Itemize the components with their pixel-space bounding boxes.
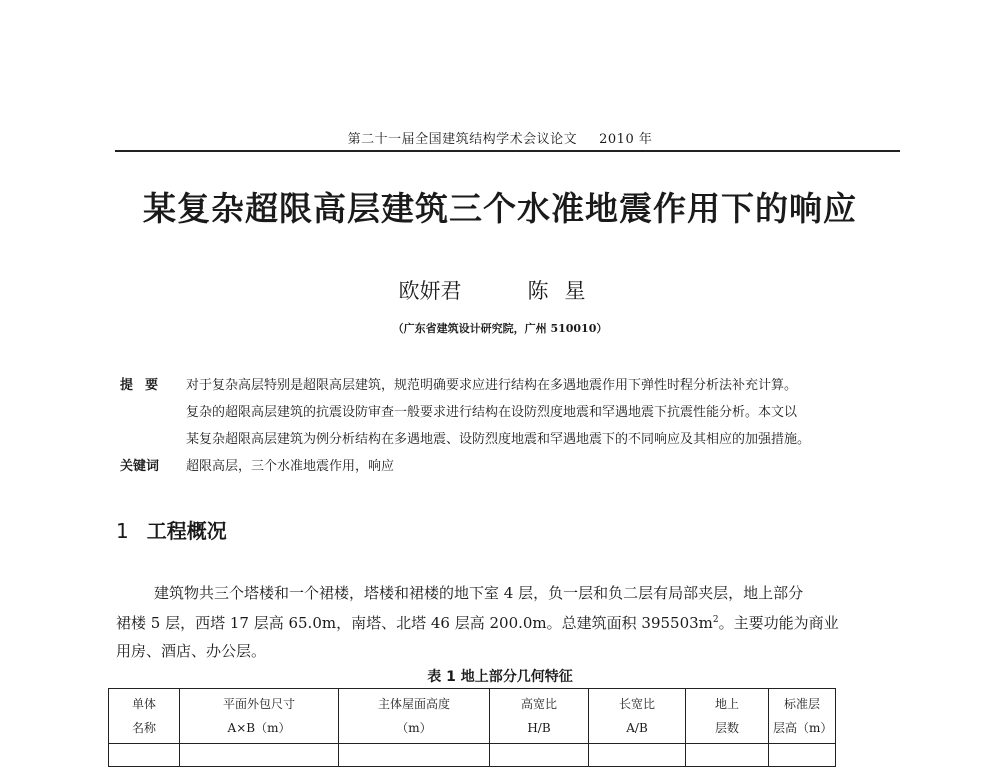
abstract-line: 复杂的超限高层建筑的抗震设防审查一般要求进行结构在设防烈度地震和罕遇地震下抗震性能分析。本文以 <box>186 405 798 420</box>
table-header-cell <box>686 689 769 744</box>
header-top: 标准层 <box>783 697 820 711</box>
paper-title: 某复杂超限高层建筑三个水准地震作用下的响应 <box>143 189 857 228</box>
header-bottom: A×B（m） <box>227 721 291 735</box>
table-cell <box>180 744 339 767</box>
running-header <box>0 128 1000 147</box>
table-header-row <box>109 689 836 744</box>
table-header-cell <box>769 689 836 744</box>
section-number: 1 <box>116 519 129 543</box>
header-top: 长宽比 <box>618 697 655 711</box>
authors <box>0 275 1000 305</box>
header-top: 地上 <box>714 697 739 711</box>
header-top: 单体 <box>131 697 156 711</box>
header-bottom: A/B <box>626 721 648 735</box>
header-bottom: 层高（m） <box>773 721 833 735</box>
header-bottom: 名称 <box>131 721 156 735</box>
header-top: 主体屋面高度 <box>377 697 450 711</box>
superscript: 2 <box>712 615 719 625</box>
section-title: 工程概况 <box>146 519 227 543</box>
keywords-text: 超限高层，三个水准地震作用，响应 <box>186 459 395 474</box>
paragraph-line <box>116 612 839 633</box>
table-cell <box>339 744 490 767</box>
table-header-cell <box>490 689 589 744</box>
table-header-cell <box>589 689 686 744</box>
table-cell <box>769 744 836 767</box>
abstract-line: 对于复杂高层特别是超限高层建筑，规范明确要求应进行结构在多遇地震作用下弹性时程分析法补充计算。 <box>186 378 798 393</box>
keywords-label: 关键词 <box>120 459 160 474</box>
header-top: 高宽比 <box>520 697 557 711</box>
paragraph-line: 建筑物共三个塔楼和一个裙楼，塔楼和裙楼的地下室 4 层，负一层和负二层有局部夹层，地上部分 <box>154 584 804 602</box>
abstract-line: 某复杂超限高层建筑为例分析结构在多遇地震、设防烈度地震和罕遇地震下的不同响应及其相应的加强措施。 <box>186 432 811 447</box>
abstract-label: 提要 <box>120 378 171 393</box>
author-1: 欧妍君 <box>398 279 462 303</box>
table-cell <box>589 744 686 767</box>
paragraph-line: 用房、酒店、办公层。 <box>116 642 267 660</box>
table-header-cell <box>109 689 180 744</box>
header-bottom: （m） <box>396 721 432 735</box>
table-header-cell <box>180 689 339 744</box>
conference-year: 2010 年 <box>599 132 653 147</box>
table-cell <box>490 744 589 767</box>
table-row <box>109 744 836 767</box>
header-bottom: H/B <box>527 721 551 735</box>
conference-name: 第二十一届全国建筑结构学术会议论文 <box>347 132 578 147</box>
author-2: 陈星 <box>527 279 602 303</box>
table-caption: 表 1 地上部分几何特征 <box>427 669 573 685</box>
paragraph-text: 。主要功能为商业 <box>718 614 839 632</box>
header-rule <box>115 150 900 152</box>
affiliation: （广东省建筑设计研究院，广州 510010） <box>392 322 608 335</box>
section-heading <box>116 515 227 544</box>
paragraph-text: 裙楼 5 层，西塔 17 层高 65.0m，南塔、北塔 46 层高 200.0m。总建筑面积 395503m <box>116 614 713 632</box>
header-top: 平面外包尺寸 <box>222 697 295 711</box>
header-bottom: 层数 <box>714 721 739 735</box>
geometry-table <box>108 688 836 767</box>
table-cell <box>686 744 769 767</box>
table-header-cell <box>339 689 490 744</box>
table-cell <box>109 744 180 767</box>
